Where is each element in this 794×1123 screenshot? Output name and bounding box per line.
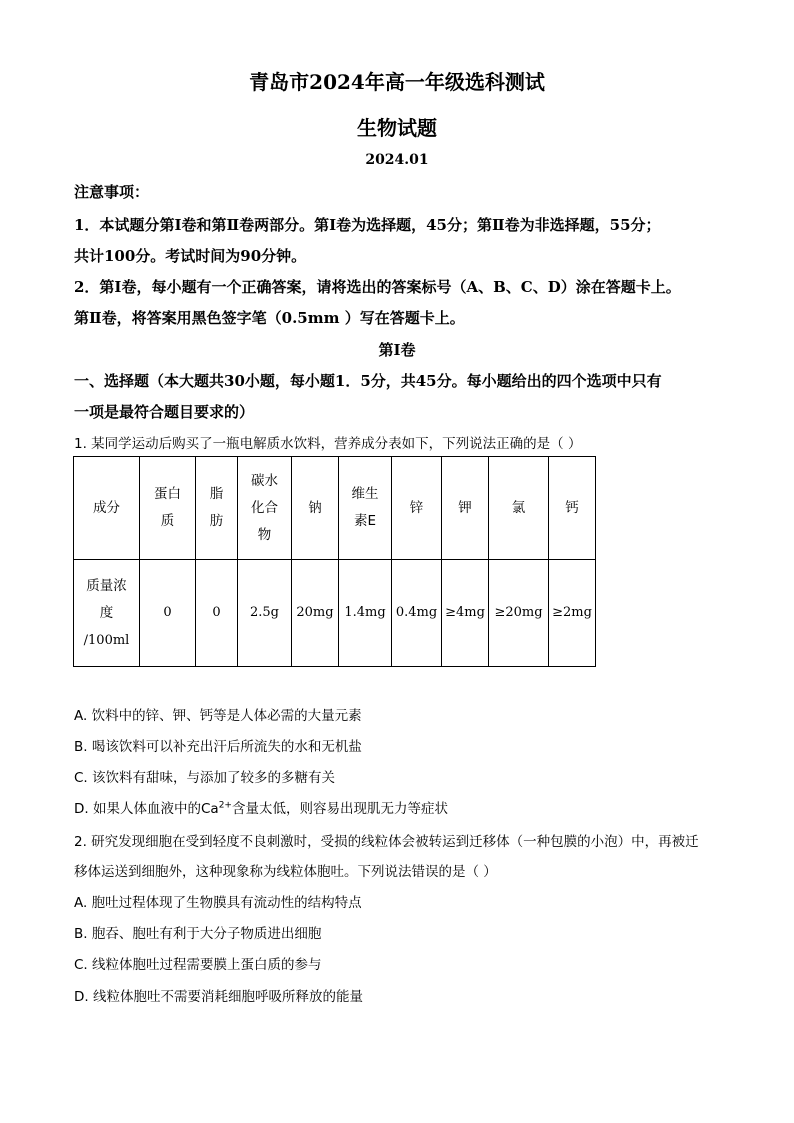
value-cell: 0.4mg — [392, 560, 442, 667]
value-cell: 2.5g — [238, 560, 292, 667]
header-cell: 锌 — [392, 457, 442, 560]
exam-subject: 生物试题 — [357, 116, 437, 140]
question-1-option-d: D. 如果人体血液中的$Ca^{2+}$含量太低，则容易出现肌无力等症状 — [74, 800, 448, 817]
question-2-option-c: C. 线粒体胞吐过程需要膜上蛋白质的参与 — [74, 957, 322, 973]
exam-title: 青岛市2024年高一年级选科测试 — [249, 70, 545, 94]
volume-heading: 第Ⅰ卷 — [378, 341, 416, 359]
notes-line-2: 共计100分。考试时间为90分钟。 — [74, 247, 307, 265]
section-heading-line-1: 一、选择题（本大题共30小题，每小题1．5分，共45分。每小题给出的四个选项中只有 — [74, 372, 662, 390]
table-value-row — [74, 560, 596, 667]
header-cell: 氯 — [489, 457, 549, 560]
header-cell: 维生 素E — [339, 457, 392, 560]
question-1-stem: 1. 某同学运动后购买了一瓶电解质水饮料，营养成分表如下，下列说法正确的是（ ） — [74, 436, 582, 452]
section-heading-line-2: 一项是最符合题目要求的） — [74, 403, 255, 421]
notes-heading: 注意事项： — [74, 183, 150, 201]
header-cell: 钾 — [442, 457, 489, 560]
row-label-cell: 质量浓 度 /100ml — [74, 560, 140, 667]
notes-line-3: 2．第Ⅰ卷，每小题有一个正确答案，请将选出的答案标号（A、B、C、D）涂在答题卡上。 — [74, 278, 681, 296]
superscript: 2+ — [218, 800, 232, 811]
question-2-stem-line-2: 移体运送到细胞外，这种现象称为线粒体胞吐。下列说法错误的是（ ） — [74, 864, 497, 880]
question-2-option-d: D. 线粒体胞吐不需要消耗细胞呼吸所释放的能量 — [74, 989, 363, 1005]
value-cell: 20mg — [292, 560, 339, 667]
header-cell: 钙 — [549, 457, 596, 560]
question-1-option-a: A. 饮料中的锌、钾、钙等是人体必需的大量元素 — [74, 708, 362, 724]
value-cell: 0 — [140, 560, 196, 667]
header-cell: 蛋白 质 — [140, 457, 196, 560]
value-cell: 1.4mg — [339, 560, 392, 667]
question-1-option-b: B. 喝该饮料可以补充出汗后所流失的水和无机盐 — [74, 739, 362, 755]
value-cell: ≥2mg — [549, 560, 596, 667]
exam-date: 2024.01 — [365, 152, 429, 168]
header-cell: 脂 肪 — [196, 457, 238, 560]
value-cell: ≥20mg — [489, 560, 549, 667]
value-cell: ≥4mg — [442, 560, 489, 667]
header-cell: 碳水 化合 物 — [238, 457, 292, 560]
question-2-option-b: B. 胞吞、胞吐有利于大分子物质进出细胞 — [74, 926, 322, 942]
value-cell: 0 — [196, 560, 238, 667]
question-1-option-c: C. 该饮料有甜味，与添加了较多的多糖有关 — [74, 770, 336, 786]
header-cell: 成分 — [74, 457, 140, 560]
nutrition-table — [73, 456, 596, 667]
question-2-option-a: A. 胞吐过程体现了生物膜具有流动性的结构特点 — [74, 895, 362, 911]
table-header-row — [74, 457, 596, 560]
notes-line-1: 1．本试题分第Ⅰ卷和第Ⅱ卷两部分。第Ⅰ卷为选择题，45分；第Ⅱ卷为非选择题，55分； — [74, 216, 661, 234]
header-cell: 钠 — [292, 457, 339, 560]
notes-line-4: 第Ⅱ卷，将答案用黑色签字笔（0.5mm ）写在答题卡上。 — [74, 309, 465, 327]
question-2-stem-line-1: 2. 研究发现细胞在受到轻度不良刺激时，受损的线粒体会被转运到迁移体（一种包膜的小泡）中，再被迁 — [74, 834, 699, 850]
